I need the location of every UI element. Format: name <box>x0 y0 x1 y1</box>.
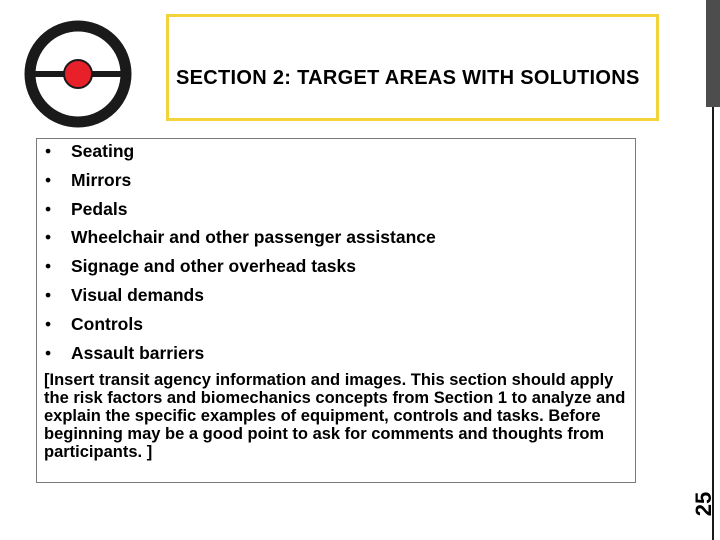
side-divider <box>712 107 714 540</box>
list-item-label: Pedals <box>71 198 128 219</box>
list-item-label: Wheelchair and other passenger assistance <box>71 227 436 248</box>
instruction-note: [Insert transit agency information and images. This section should apply the risk factors and biomechanics concepts from Section 1 to analyze and explain the specific examples of equipment, controls and tasks. Before beginning may be a good point to ask for comments and thoughts from participants. ] <box>44 371 626 461</box>
bullet-icon: • <box>45 284 52 305</box>
list-item-label: Mirrors <box>71 169 132 190</box>
list-item-label: Controls <box>71 313 143 334</box>
page-title: SECTION 2: TARGET AREAS WITH SOLUTIONS <box>176 67 640 89</box>
bullet-icon: • <box>45 227 52 248</box>
page-number: 25 <box>691 491 716 517</box>
list-item <box>45 168 436 197</box>
list-item <box>45 341 436 370</box>
bullet-list <box>45 139 436 369</box>
list-item <box>45 283 436 312</box>
list-item-label: Visual demands <box>71 284 204 305</box>
list-item <box>45 312 436 341</box>
list-item <box>45 254 436 283</box>
list-item <box>45 225 436 254</box>
bullet-icon: • <box>45 198 52 219</box>
bullet-icon: • <box>45 313 52 334</box>
list-item <box>45 197 436 226</box>
target-icon <box>18 14 138 134</box>
bullet-icon: • <box>45 141 52 161</box>
list-item-label: Seating <box>71 141 135 161</box>
title-box <box>166 14 659 121</box>
bullet-icon: • <box>45 256 52 277</box>
list-item-label: Assault barriers <box>71 342 205 363</box>
bullet-icon: • <box>45 342 52 363</box>
bullet-icon: • <box>45 169 52 190</box>
list-item-label: Signage and other overhead tasks <box>71 256 356 277</box>
side-accent-bar <box>706 0 720 107</box>
content-box <box>36 138 636 483</box>
list-item <box>45 139 436 168</box>
